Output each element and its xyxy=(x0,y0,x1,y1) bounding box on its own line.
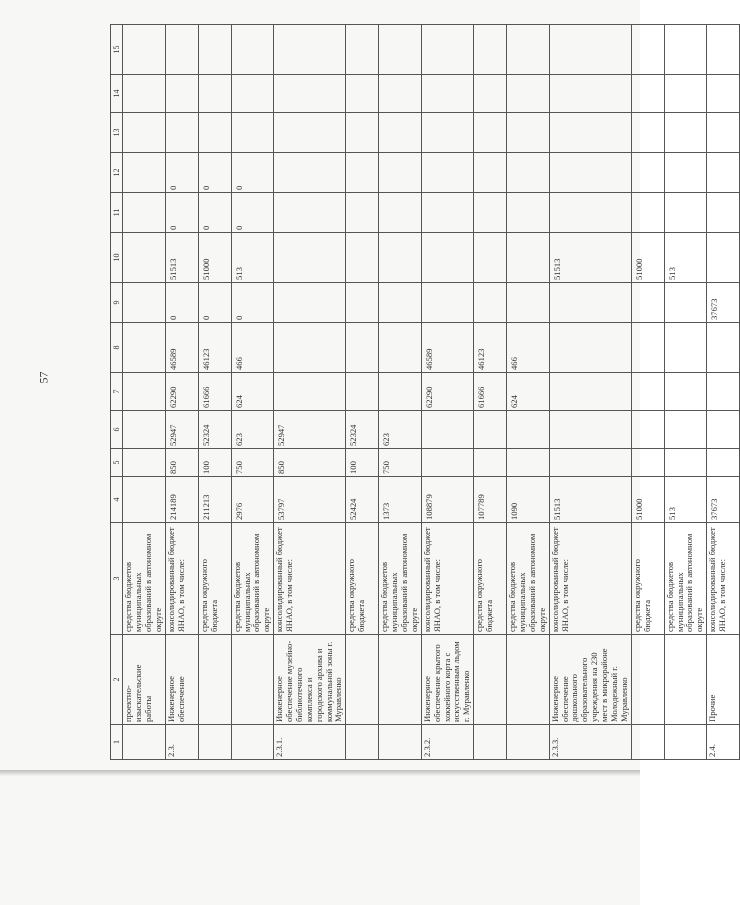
item-name-cell xyxy=(231,635,274,725)
value-cell xyxy=(274,153,346,193)
item-name-cell: Инженерное обеспечение xyxy=(165,635,198,725)
funding-source-cell: средства бюджетов муниципальных образований в автономном округе xyxy=(507,523,550,635)
value-cell xyxy=(274,193,346,233)
value-cell: 624 xyxy=(507,373,550,411)
value-cell xyxy=(421,193,473,233)
value-cell xyxy=(707,323,740,373)
value-cell xyxy=(631,193,664,233)
value-cell xyxy=(379,233,422,283)
value-cell: 2976 xyxy=(231,477,274,523)
value-cell xyxy=(274,373,346,411)
value-cell xyxy=(421,283,473,323)
value-cell xyxy=(274,283,346,323)
value-cell xyxy=(664,411,707,449)
funding-source-cell: консолидированный бюджет ЯНАО, в том числе: xyxy=(549,523,631,635)
value-cell xyxy=(507,113,550,153)
value-cell: 466 xyxy=(231,323,274,373)
funding-source-cell: средства окружного бюджета xyxy=(631,523,664,635)
value-cell: 61666 xyxy=(474,373,507,411)
item-name-cell xyxy=(198,635,231,725)
value-cell: 0 xyxy=(198,153,231,193)
value-cell xyxy=(631,449,664,477)
value-cell xyxy=(231,113,274,153)
value-cell xyxy=(123,25,166,75)
row-number-cell xyxy=(664,725,707,760)
value-cell: 0 xyxy=(231,283,274,323)
row-number-cell xyxy=(631,725,664,760)
funding-source-cell: средства окружного бюджета xyxy=(474,523,507,635)
scan-edge-shadow xyxy=(0,770,640,776)
value-cell xyxy=(707,373,740,411)
column-header: 14 xyxy=(111,75,123,113)
value-cell: 624 xyxy=(231,373,274,411)
value-cell: 513 xyxy=(664,477,707,523)
item-name-cell xyxy=(631,635,664,725)
value-cell xyxy=(346,233,379,283)
value-cell xyxy=(123,411,166,449)
value-cell: 211213 xyxy=(198,477,231,523)
value-cell xyxy=(707,449,740,477)
value-cell xyxy=(379,283,422,323)
value-cell xyxy=(507,411,550,449)
column-header: 5 xyxy=(111,449,123,477)
value-cell xyxy=(664,113,707,153)
value-cell xyxy=(346,153,379,193)
value-cell xyxy=(274,323,346,373)
value-cell xyxy=(664,75,707,113)
value-cell xyxy=(664,283,707,323)
value-cell xyxy=(707,193,740,233)
value-cell xyxy=(549,283,631,323)
value-cell: 52324 xyxy=(198,411,231,449)
header-row xyxy=(111,25,123,760)
item-name-cell xyxy=(507,635,550,725)
value-cell: 0 xyxy=(165,153,198,193)
column-header: 13 xyxy=(111,113,123,153)
value-cell: 51000 xyxy=(198,233,231,283)
value-cell xyxy=(664,153,707,193)
funding-source-cell: средства бюджетов муниципальных образований в автономном округе xyxy=(231,523,274,635)
value-cell xyxy=(631,153,664,193)
value-cell xyxy=(346,75,379,113)
value-cell xyxy=(123,113,166,153)
value-cell xyxy=(421,153,473,193)
value-cell xyxy=(507,283,550,323)
value-cell: 100 xyxy=(346,449,379,477)
value-cell xyxy=(707,75,740,113)
value-cell xyxy=(507,233,550,283)
value-cell xyxy=(474,153,507,193)
value-cell xyxy=(549,25,631,75)
funding-source-cell: консолидированный бюджет ЯНАО, в том числе: xyxy=(421,523,473,635)
column-header: 11 xyxy=(111,193,123,233)
value-cell xyxy=(379,75,422,113)
value-cell: 51513 xyxy=(549,233,631,283)
value-cell: 53797 xyxy=(274,477,346,523)
value-cell xyxy=(165,75,198,113)
value-cell xyxy=(549,449,631,477)
value-cell: 52424 xyxy=(346,477,379,523)
value-cell xyxy=(507,153,550,193)
table-body xyxy=(123,25,740,760)
row-number-cell: 2.3. xyxy=(165,725,198,760)
table-row xyxy=(198,25,231,760)
value-cell xyxy=(664,323,707,373)
value-cell xyxy=(664,449,707,477)
column-header: 4 xyxy=(111,477,123,523)
value-cell xyxy=(707,233,740,283)
value-cell: 0 xyxy=(165,193,198,233)
value-cell xyxy=(231,25,274,75)
value-cell: 466 xyxy=(507,323,550,373)
value-cell: 214189 xyxy=(165,477,198,523)
item-name-cell xyxy=(379,635,422,725)
column-header: 8 xyxy=(111,323,123,373)
value-cell xyxy=(664,193,707,233)
value-cell xyxy=(474,193,507,233)
value-cell xyxy=(421,75,473,113)
value-cell: 850 xyxy=(165,449,198,477)
row-number-cell xyxy=(346,725,379,760)
value-cell xyxy=(379,373,422,411)
value-cell xyxy=(346,373,379,411)
value-cell: 51000 xyxy=(631,477,664,523)
value-cell xyxy=(346,113,379,153)
value-cell xyxy=(421,411,473,449)
item-name-cell: Инженерное обеспечение дошкольного образовательного учреждения на 230 мест в микрорайоне Молодежный г. Муравленко xyxy=(549,635,631,725)
funding-source-cell: консолидированный бюджет ЯНАО, в том числе: xyxy=(274,523,346,635)
item-name-cell xyxy=(664,635,707,725)
table-row xyxy=(123,25,166,760)
value-cell xyxy=(123,153,166,193)
value-cell xyxy=(123,283,166,323)
value-cell: 51513 xyxy=(165,233,198,283)
item-name-cell xyxy=(346,635,379,725)
column-header: 7 xyxy=(111,373,123,411)
value-cell xyxy=(274,113,346,153)
value-cell: 52947 xyxy=(274,411,346,449)
page-number: 57 xyxy=(36,371,51,384)
value-cell: 1090 xyxy=(507,477,550,523)
value-cell: 623 xyxy=(231,411,274,449)
value-cell xyxy=(274,233,346,283)
value-cell xyxy=(379,153,422,193)
item-name-cell: Инженерное обеспечение музейно-библиотечного комплекса и городского архива и коммунальной зоны г. Муравленко xyxy=(274,635,346,725)
table-row xyxy=(421,25,473,760)
row-number-cell: 2.3.3. xyxy=(549,725,631,760)
value-cell xyxy=(274,75,346,113)
table-row xyxy=(165,25,198,760)
item-name-cell: Прочие xyxy=(707,635,740,725)
value-cell xyxy=(165,25,198,75)
value-cell: 37673 xyxy=(707,477,740,523)
value-cell xyxy=(549,373,631,411)
value-cell xyxy=(507,449,550,477)
value-cell xyxy=(707,25,740,75)
value-cell xyxy=(631,373,664,411)
value-cell: 46123 xyxy=(474,323,507,373)
value-cell xyxy=(346,323,379,373)
value-cell xyxy=(631,323,664,373)
value-cell: 37673 xyxy=(707,283,740,323)
value-cell xyxy=(198,113,231,153)
value-cell: 750 xyxy=(231,449,274,477)
column-header: 6 xyxy=(111,411,123,449)
budget-table xyxy=(110,24,740,760)
value-cell xyxy=(707,411,740,449)
rotated-table-container xyxy=(110,25,728,760)
value-cell: 0 xyxy=(198,283,231,323)
value-cell xyxy=(474,411,507,449)
column-header: 9 xyxy=(111,283,123,323)
row-number-cell xyxy=(474,725,507,760)
column-header: 15 xyxy=(111,25,123,75)
value-cell: 750 xyxy=(379,449,422,477)
value-cell: 46589 xyxy=(421,323,473,373)
funding-source-cell: средства бюджетов муниципальных образований в автономном округе xyxy=(123,523,166,635)
value-cell: 51000 xyxy=(631,233,664,283)
value-cell xyxy=(165,113,198,153)
value-cell: 513 xyxy=(231,233,274,283)
value-cell xyxy=(507,193,550,233)
row-number-cell: 2.3.2. xyxy=(421,725,473,760)
value-cell xyxy=(421,449,473,477)
table-row xyxy=(631,25,664,760)
value-cell xyxy=(631,25,664,75)
column-header: 12 xyxy=(111,153,123,193)
value-cell: 62290 xyxy=(165,373,198,411)
column-header: 2 xyxy=(111,635,123,725)
table-row xyxy=(507,25,550,760)
value-cell: 0 xyxy=(231,193,274,233)
value-cell xyxy=(346,25,379,75)
value-cell xyxy=(549,75,631,113)
value-cell xyxy=(474,449,507,477)
value-cell: 850 xyxy=(274,449,346,477)
value-cell xyxy=(664,25,707,75)
value-cell xyxy=(379,25,422,75)
value-cell xyxy=(507,25,550,75)
value-cell xyxy=(707,153,740,193)
value-cell xyxy=(549,193,631,233)
value-cell xyxy=(274,25,346,75)
item-name-cell xyxy=(474,635,507,725)
value-cell: 46589 xyxy=(165,323,198,373)
value-cell xyxy=(123,193,166,233)
row-number-cell xyxy=(507,725,550,760)
value-cell xyxy=(379,193,422,233)
value-cell xyxy=(631,75,664,113)
value-cell xyxy=(474,75,507,113)
value-cell: 52947 xyxy=(165,411,198,449)
value-cell xyxy=(549,153,631,193)
table-row xyxy=(231,25,274,760)
table-row xyxy=(346,25,379,760)
row-number-cell: 2.3.1. xyxy=(274,725,346,760)
value-cell xyxy=(631,283,664,323)
table-row xyxy=(707,25,740,760)
table-row xyxy=(379,25,422,760)
value-cell xyxy=(123,373,166,411)
value-cell xyxy=(123,75,166,113)
funding-source-cell: средства окружного бюджета xyxy=(346,523,379,635)
value-cell xyxy=(707,113,740,153)
value-cell xyxy=(664,373,707,411)
value-cell xyxy=(123,477,166,523)
value-cell xyxy=(421,25,473,75)
value-cell: 51513 xyxy=(549,477,631,523)
value-cell: 0 xyxy=(231,153,274,193)
funding-source-cell: консолидированный бюджет ЯНАО, в том числе: xyxy=(707,523,740,635)
value-cell: 1373 xyxy=(379,477,422,523)
value-cell: 52324 xyxy=(346,411,379,449)
value-cell: 100 xyxy=(198,449,231,477)
funding-source-cell: консолидированный бюджет ЯНАО, в том числе: xyxy=(165,523,198,635)
table-row xyxy=(664,25,707,760)
value-cell xyxy=(198,75,231,113)
value-cell: 0 xyxy=(198,193,231,233)
value-cell xyxy=(346,283,379,323)
value-cell: 61666 xyxy=(198,373,231,411)
value-cell xyxy=(198,25,231,75)
table-row xyxy=(549,25,631,760)
item-name-cell: Инженерное обеспечение крытого хоккейного корта с искусственным льдом г. Муравленко xyxy=(421,635,473,725)
value-cell xyxy=(474,25,507,75)
value-cell xyxy=(474,233,507,283)
value-cell: 46123 xyxy=(198,323,231,373)
table-row xyxy=(274,25,346,760)
row-number-cell xyxy=(123,725,166,760)
value-cell xyxy=(631,411,664,449)
value-cell xyxy=(123,233,166,283)
row-number-cell xyxy=(231,725,274,760)
table-row xyxy=(474,25,507,760)
value-cell: 0 xyxy=(165,283,198,323)
value-cell xyxy=(421,233,473,283)
row-number-cell xyxy=(379,725,422,760)
value-cell xyxy=(379,323,422,373)
value-cell xyxy=(507,75,550,113)
value-cell xyxy=(379,113,422,153)
column-header: 1 xyxy=(111,725,123,760)
value-cell xyxy=(474,113,507,153)
value-cell xyxy=(346,193,379,233)
value-cell xyxy=(421,113,473,153)
value-cell xyxy=(631,113,664,153)
row-number-cell xyxy=(198,725,231,760)
column-header: 10 xyxy=(111,233,123,283)
funding-source-cell: средства бюджетов муниципальных образований в автономном округе xyxy=(379,523,422,635)
value-cell xyxy=(549,323,631,373)
value-cell: 107789 xyxy=(474,477,507,523)
funding-source-cell: средства окружного бюджета xyxy=(198,523,231,635)
funding-source-cell: средства бюджетов муниципальных образований в автономном округе xyxy=(664,523,707,635)
item-name-cell: проектно-изыскательские работы xyxy=(123,635,166,725)
value-cell xyxy=(123,323,166,373)
value-cell: 513 xyxy=(664,233,707,283)
row-number-cell: 2.4. xyxy=(707,725,740,760)
value-cell: 623 xyxy=(379,411,422,449)
value-cell xyxy=(549,411,631,449)
value-cell: 62290 xyxy=(421,373,473,411)
value-cell xyxy=(123,449,166,477)
column-header: 3 xyxy=(111,523,123,635)
value-cell: 108879 xyxy=(421,477,473,523)
value-cell xyxy=(474,283,507,323)
value-cell xyxy=(549,113,631,153)
value-cell xyxy=(231,75,274,113)
